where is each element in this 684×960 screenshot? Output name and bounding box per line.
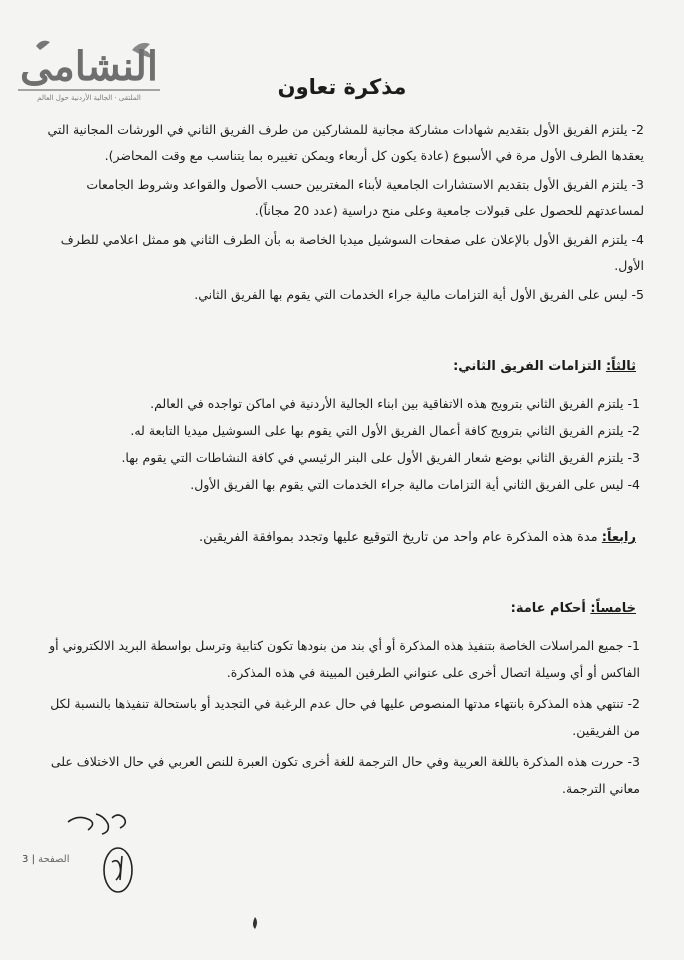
list-item [36,748,640,802]
section-text: مدة هذه المذكرة عام واحد من تاريخ التوقيع عليها وتجدد بموافقة الفريقين. [198,530,598,545]
section-title: التزامات الفريق الثاني: [453,359,602,374]
item-number: 2- [627,696,640,711]
section-heading-fifth [511,599,636,619]
list-item [40,390,640,417]
second-party-obligations-list [40,390,640,498]
item-number: 3- [631,177,644,192]
list-item [40,172,644,224]
logo-wordmark: النشامى [19,43,158,90]
page-label: الصفحة [38,854,70,865]
page-number [22,854,70,865]
list-item [40,471,640,498]
list-item [40,417,640,444]
item-number: 1- [627,638,640,653]
item-text: ليس على الفريق الأول أية التزامات مالية جراء الخدمات التي يقوم بها الفريق الثاني. [194,287,628,302]
list-item [40,227,644,279]
list-item [40,444,640,471]
item-number: 3- [627,450,640,465]
item-number: 2- [627,423,640,438]
item-text: تنتهي هذه المذكرة بانتهاء مدتها المنصوص عليها في حال عدم الرغبة في التجديد أو باستحالة تنفيذها بالنسبة لكل من الفريقين. [50,696,640,738]
item-text: حررت هذه المذكرة باللغة العربية وفي حال الترجمة للغة أخرى تكون العبرة للنص العربي في حال الاختلاف على معاني الترجمة. [50,754,640,796]
item-number: 4- [627,477,640,492]
item-text: يلتزم الفريق الأول بتقديم شهادات مشاركة مجانية للمشاركين من طرف الفريق الثاني في الورشات المجانية التي يعقدها الطرف الأول مرة في الأسبوع (عادة يكون كل أربعاء ويمكن تغييره بما يتناسب مع وقت المحاضر). [47,122,644,163]
list-item [40,117,644,169]
section-duration [199,528,636,548]
logo-tagline: الملتقى · الجالية الأردنية حول العالم [37,94,141,102]
document-title: مذكرة تعاون [277,75,407,99]
section-heading-third [453,357,636,377]
section-tag: رابعاً: [601,530,636,545]
section-tag: خامساً: [590,601,636,616]
item-text: يلتزم الفريق الثاني بترويج هذه الاتفاقية بين ابناء الجالية الأردنية في اماكن تواجده في العالم. [150,396,624,411]
page-separator: | [31,854,35,865]
list-item [36,632,640,686]
item-text: يلتزم الفريق الأول بتقديم الاستشارات الجامعية لأبناء المغتربين حسب الأصول والقواعد وشروط الجامعات لمساعدتهم للحصول على قبولات جامعية وعلى منح دراسية (عدد 20 مجاناً). [86,177,644,218]
item-number: 1- [627,396,640,411]
item-number: 3- [627,754,640,769]
general-provisions-list [36,632,640,806]
section-title: أحكام عامة: [510,601,586,616]
section-tag: ثالثاً: [605,359,636,374]
first-party-obligations-list [40,117,644,311]
page-value: 3 [22,854,29,865]
item-number: 5- [631,287,644,302]
item-text: يلتزم الفريق الأول بالإعلان على صفحات السوشيل ميديا الخاصة به بأن الطرف الثاني هو ممثل اعلامي للطرف الأول. [60,232,644,273]
item-text: يلتزم الفريق الثاني بوضع شعار الفريق الأول على البنر الرئيسي في كافة النشاطات التي يقوم بها. [121,450,624,465]
item-number: 2- [631,122,644,137]
item-number: 4- [631,232,644,247]
item-text: ليس على الفريق الثاني أية التزامات مالية جراء الخدمات التي يقوم بها الفريق الأول. [190,477,624,492]
item-text: يلتزم الفريق الثاني بترويج كافة أعمال الفريق الأول التي يقوم بها على السوشيل ميديا التابعة له. [130,423,624,438]
ink-mark [250,916,260,930]
list-item [36,690,640,744]
handwritten-signature [62,800,142,900]
list-item [40,282,644,308]
item-text: جميع المراسلات الخاصة بتنفيذ هذه المذكرة أو أي بند من بنودها تكون كتابية وترسل بواسطة البريد الالكتروني أو الفاكس أو أي وسيلة اتصال أخرى على عنواني الطرفين المبينة في هذه المذكرة. [49,638,640,680]
